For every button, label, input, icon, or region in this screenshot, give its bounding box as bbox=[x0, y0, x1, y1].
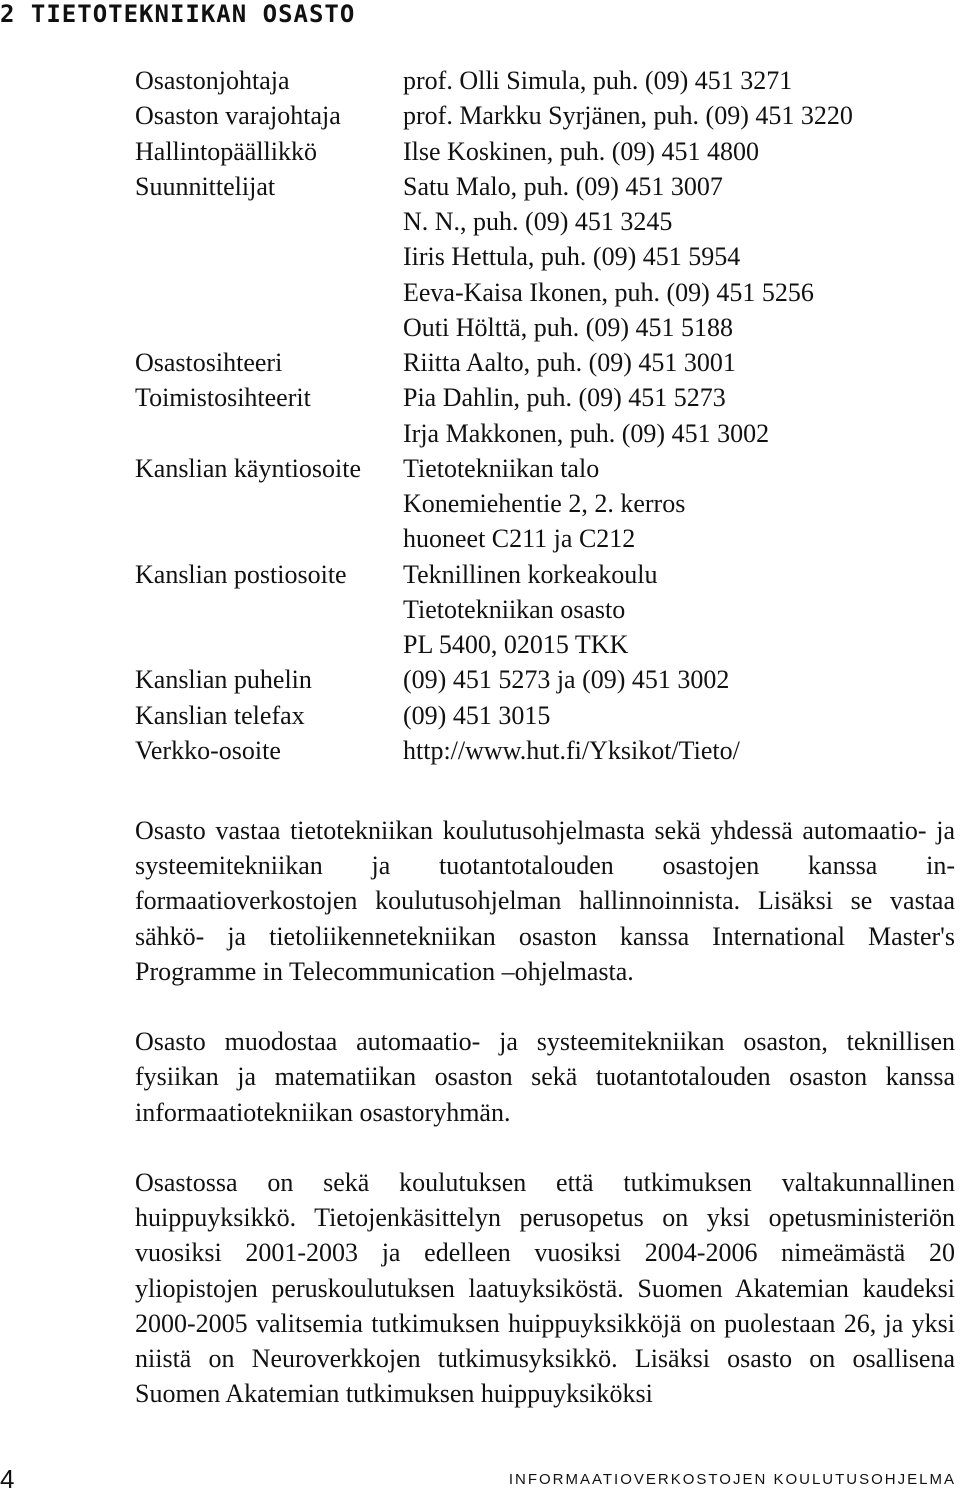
contact-label bbox=[135, 486, 403, 521]
contact-value: (09) 451 5273 ja (09) 451 3002 bbox=[403, 665, 730, 695]
contact-label bbox=[135, 592, 403, 627]
running-title: INFORMAATIOVERKOSTOJEN KOULUTUSOHJELMA bbox=[508, 1471, 956, 1488]
contact-row bbox=[135, 662, 955, 697]
contact-label: Hallintopäällikkö bbox=[135, 136, 317, 166]
contact-value: huoneet C211 ja C212 bbox=[403, 524, 636, 554]
contact-row bbox=[135, 451, 955, 486]
contact-value: PL 5400, 02015 TKK bbox=[403, 630, 629, 659]
contact-label bbox=[135, 275, 403, 310]
contact-row bbox=[135, 169, 955, 204]
contact-label bbox=[135, 310, 403, 345]
contact-value: prof. Markku Syrjänen, puh. (09) 451 3220 bbox=[403, 101, 853, 131]
contact-row bbox=[135, 239, 955, 274]
contact-row bbox=[135, 380, 955, 415]
contact-row bbox=[135, 63, 955, 98]
contact-label: Osastonjohtaja bbox=[135, 66, 290, 95]
contact-row bbox=[135, 698, 955, 733]
contact-label bbox=[135, 627, 403, 662]
contact-value: Riitta Aalto, puh. (09) 451 3001 bbox=[403, 348, 736, 377]
contact-label: Kanslian käyntiosoite bbox=[135, 453, 362, 483]
contact-row bbox=[135, 521, 955, 556]
contact-value: Satu Malo, puh. (09) 451 3007 bbox=[403, 171, 723, 201]
contact-row bbox=[135, 275, 955, 310]
contact-row bbox=[135, 134, 955, 169]
contact-row bbox=[135, 627, 955, 662]
contact-value: Tietotekniikan osasto bbox=[403, 594, 626, 624]
contact-row bbox=[135, 204, 955, 239]
paragraph: Osastossa on sekä koulutuksen että tutkimuksen valtakunnallinen huippuyksikkö. Tietojenkäsittelyn perusopetus on yksi opetusministeriön vuosiksi 2001-2003 ja edelleen vuosiksi 2004-2006 nimeämästä 20 yliopistojen peruskoulutuksen laatuyksiköstä. Suomen Akatemian kaudeksi 2000-2005 valitsemia tutkimuksen huippuyksikköjä on puolestaan 26, ja yksi niistä on Neuroverkkojen tutkimusyksikkö. Lisäksi osasto on osallisena Suomen Akatemian tutkimuksen huippuyksiköksi bbox=[135, 1168, 955, 1409]
contact-value: prof. Olli Simula, puh. (09) 451 3271 bbox=[403, 66, 793, 95]
contact-value: Eeva-Kaisa Ikonen, puh. (09) 451 5256 bbox=[403, 277, 814, 307]
contact-label: Osastosihteeri bbox=[135, 348, 283, 377]
body-text bbox=[135, 813, 955, 1411]
contact-value: (09) 451 3015 bbox=[403, 700, 551, 730]
contact-value: Iiris Hettula, puh. (09) 451 5954 bbox=[403, 242, 741, 272]
page-number: 4 bbox=[0, 1464, 15, 1494]
contact-value: Ilse Koskinen, puh. (09) 451 4800 bbox=[403, 136, 760, 166]
contact-label: Verkko-osoite bbox=[135, 735, 281, 765]
contact-value: Konemiehentie 2, 2. kerros bbox=[403, 489, 686, 518]
contact-label: Kanslian puhelin bbox=[135, 665, 312, 695]
contact-row bbox=[135, 486, 955, 521]
contact-label bbox=[135, 239, 403, 274]
contact-value: Outi Hölttä, puh. (09) 451 5188 bbox=[403, 312, 734, 342]
contact-label: Kanslian telefax bbox=[135, 700, 305, 730]
paragraph: Osasto vastaa tietotekniikan koulutusohjelmasta sekä yhdessä automaatio- ja systeemitekniikan ja tuotantotalouden osastojen kanssa informaatioverkostojen koulutusohjelman hallinnoinnista. Lisäksi se vastaa sähkö- ja tietoliikennetekniikan osaston kanssa International Master's Programme in Telecommunication –ohjelmasta. bbox=[135, 816, 955, 986]
contact-table bbox=[135, 63, 955, 768]
contact-row bbox=[135, 416, 955, 451]
web-address[interactable]: http://www.hut.fi/Yksikot/Tieto/ bbox=[403, 735, 740, 765]
contact-label bbox=[135, 204, 403, 239]
contact-label: Toimistosihteerit bbox=[135, 383, 311, 413]
contact-value: Tietotekniikan talo bbox=[403, 453, 600, 483]
contact-label bbox=[135, 521, 403, 556]
contact-row bbox=[135, 98, 955, 133]
contact-label bbox=[135, 416, 403, 451]
section-title: 2 TIETOTEKNIIKAN OSASTO bbox=[0, 0, 356, 28]
contact-value: Irja Makkonen, puh. (09) 451 3002 bbox=[403, 418, 770, 448]
contact-row bbox=[135, 557, 955, 592]
contact-row bbox=[135, 345, 955, 380]
contact-value: Pia Dahlin, puh. (09) 451 5273 bbox=[403, 383, 726, 413]
contact-value: N. N., puh. (09) 451 3245 bbox=[403, 207, 673, 236]
paragraph: Osasto muodostaa automaatio- ja systeemitekniikan osaston, teknillisen fysiikan ja matematiikan osaston sekä tuotantotalouden osaston kanssa informaatiotekniikan osastoryhmän. bbox=[135, 1027, 955, 1127]
page-footer bbox=[0, 1466, 960, 1493]
contact-row bbox=[135, 592, 955, 627]
contact-value: Teknillinen korkeakoulu bbox=[403, 559, 658, 589]
section-header bbox=[0, 0, 960, 34]
contact-label: Kanslian postiosoite bbox=[135, 559, 347, 589]
contact-row bbox=[135, 310, 955, 345]
contact-label: Osaston varajohtaja bbox=[135, 101, 341, 131]
contact-row bbox=[135, 733, 955, 768]
contact-label: Suunnittelijat bbox=[135, 171, 276, 201]
